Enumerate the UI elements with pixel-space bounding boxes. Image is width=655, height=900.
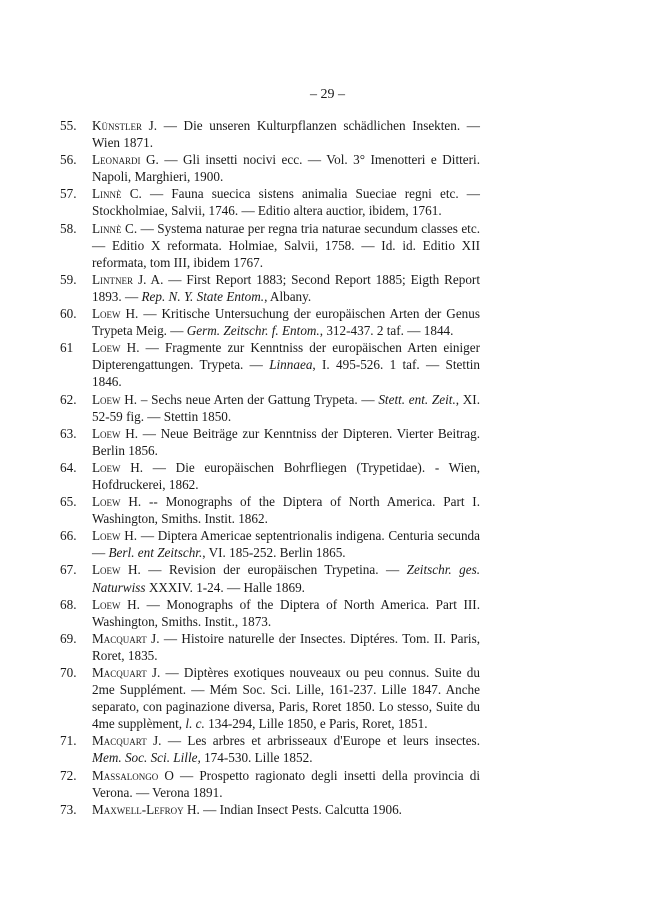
entry-text-tail: , Albany. (264, 288, 312, 304)
entry-text-tail: , 312-437. 2 taf. — 1844. (319, 323, 454, 339)
entry-author: Linnè C. (92, 186, 142, 202)
entry-author: Loew H. (92, 340, 140, 356)
bibliography-entry (60, 391, 480, 425)
entry-journal: Rep. N. Y. State Entom. (141, 288, 265, 304)
entry-number: 60. (60, 306, 77, 322)
bibliography-entry (60, 561, 480, 595)
bibliography-entry (60, 459, 480, 493)
entry-journal: Berl. ent Zeitschr. (108, 545, 203, 561)
entry-number: 56. (60, 152, 77, 168)
bibliography-entry (60, 425, 480, 459)
entry-text-tail: XXXIV. 1-24. — Halle 1869. (145, 579, 305, 595)
entry-text: — Les arbres et arbrisseaux d'Europe et leurs insectes. (161, 733, 480, 749)
entry-number: 69. (60, 630, 77, 646)
entry-number: 64. (60, 459, 77, 475)
bibliography-entry (60, 664, 480, 732)
entry-text: -- Monographs of the Diptera of North America. Part I. Washington, Smiths. Instit. 1862. (92, 494, 480, 527)
entry-text: – Sechs neue Arten der Gattung Trypeta. — (137, 391, 379, 407)
entry-text: — Monographs of the Diptera of North America. Part III. Washington, Smiths. Instit., 1873. (92, 596, 480, 629)
entry-number: 65. (60, 494, 77, 510)
entry-text: — Revision der europäischen Trypetina. — (140, 562, 407, 578)
entry-text-tail: , XI. 52-59 fig. — Stettin 1850. (92, 391, 480, 424)
entry-text-tail: 134-294, Lille 1850, e Paris, Roret, 1851. (204, 716, 428, 732)
entry-author: Macquart J. (92, 665, 161, 680)
entry-number: 68. (60, 596, 77, 612)
bibliography-entry (60, 305, 480, 339)
bibliography-entry (60, 151, 480, 185)
entry-journal: Linnaea (269, 357, 313, 373)
bibliography-entry (60, 185, 480, 219)
entry-text: — Die europäischen Bohrfliegen (Trypetidae). - Wien, Hofdruckerei, 1862. (92, 459, 480, 492)
entry-author: Lintner J. A. (92, 271, 164, 287)
entry-journal: Mem. Soc. Sci. Lille, (92, 750, 201, 766)
entry-author: Leonardi G. (92, 152, 159, 168)
entry-author: Macquart J. (92, 733, 162, 749)
bibliography-entry (60, 732, 480, 766)
entry-journal: Stett. ent. Zeit. (378, 391, 456, 407)
entry-author: Loew H. (92, 459, 144, 475)
bibliography-entry (60, 220, 480, 271)
bibliography-entry (60, 767, 480, 801)
entry-journal: l. c. (185, 716, 205, 732)
entry-number: 71. (60, 733, 77, 749)
bibliography-entry (60, 271, 480, 305)
entry-text: — Histoire naturelle der Insectes. Diptéres. Tom. II. Paris, Roret, 1835. (92, 630, 480, 663)
entry-text: — Indian Insect Pests. Calcutta 1906. (199, 801, 402, 817)
entry-journal: Zeitschr. ges. Naturwiss (92, 562, 481, 595)
entry-number: 66. (60, 528, 77, 544)
entry-text: — Systema naturae per regna tria naturae secundum classes etc. — Editio X reformata. Holmiae, Salvii, 1758. — Id. id. Editio XII reformata, tom III, ibidem 1767. (92, 220, 480, 270)
entry-text: — Die unseren Kulturpflanzen schädlichen Insekten. — Wien 1871. (92, 118, 480, 151)
entry-text: — First Report 1883; Second Report 1885; Eigth Report 1893. — (92, 271, 480, 304)
entry-author: Massalongo O (92, 767, 174, 783)
entry-number: 73. (60, 801, 77, 817)
entry-number: 59. (60, 271, 77, 287)
bibliography-entry (60, 596, 480, 630)
bibliography-entry (60, 117, 480, 151)
entry-text: — Neue Beiträge zur Kenntniss der Dipteren. Vierter Beitrag. Berlin 1856. (92, 425, 481, 458)
entry-text-tail: , VI. 185-252. Berlin 1865. (202, 545, 346, 561)
entry-author: Loew H. (92, 494, 142, 510)
entry-author: Loew H. (92, 562, 141, 578)
entry-journal: Germ. Zeitschr. f. Entom. (186, 323, 320, 339)
entry-author: Linnè C. (92, 220, 138, 236)
bibliography-entry (60, 493, 480, 527)
entry-text: — Diptera Americae septentrionalis indigena. Centuria secunda — (92, 528, 480, 561)
entry-number: 58. (60, 220, 77, 236)
bibliography-entry (60, 630, 480, 664)
entry-author: Loew H. (92, 596, 140, 612)
entry-number: 57. (60, 186, 77, 202)
entry-text: — Prospetto ragionato degli insetti della provincia di Verona. — Verona 1891. (92, 767, 480, 800)
entry-text: — Diptères exotiques nouveaux ou peu connus. Suite du 2me Supplément. — Mém Soc. Sci. Lille, 161-237. Lille 1847. Anche separato, con paginazione diversa, Paris, Roret 1850. Lo stesso, Suite du 4me supplèment, (92, 665, 480, 732)
bibliography-entry (60, 527, 480, 561)
page-number: – 29 – (310, 87, 345, 102)
entry-number: 70. (60, 665, 77, 680)
entry-author: Loew H. (92, 306, 139, 322)
entry-number: 55. (60, 118, 77, 133)
entry-author: Macquart J. (92, 630, 160, 646)
bibliography-entry (60, 339, 480, 390)
entry-author: Loew H. (92, 528, 138, 544)
entry-author: Künstler J. (92, 118, 158, 133)
bibliography-list (60, 117, 480, 818)
entry-text: — Gli insetti nocivi ecc. — Vol. 3° Imenotteri e Ditteri. Napoli, Marghieri, 1900. (92, 152, 480, 185)
entry-text: — Fauna suecica sistens animalia Sueciae regni etc. — Stockholmiae, Salvii, 1746. — Editio altera auctior, ibidem, 1761. (92, 186, 480, 219)
entry-number: 67. (60, 562, 77, 578)
entry-text-tail: , I. 495-526. 1 taf. — Stettin 1846. (92, 357, 480, 390)
entry-number: 61 (60, 340, 74, 356)
entry-text-tail: 174-530. Lille 1852. (200, 750, 313, 766)
entry-number: 72. (60, 767, 77, 783)
entry-author: Loew H. (92, 391, 138, 407)
entry-text: — Fragmente zur Kenntniss der europäischen Arten einiger Dipterengattungen. Trypeta. — (92, 340, 480, 373)
entry-author: Loew H. (92, 425, 139, 441)
entry-author: Maxwell-Lefroy H. (92, 801, 200, 817)
entry-text: — Kritische Untersuchung der europäischen Arten der Genus Trypeta Meig. — (92, 306, 480, 339)
entry-number: 63. (60, 425, 77, 441)
entry-number: 62. (60, 391, 77, 407)
bibliography-entry (60, 801, 480, 818)
